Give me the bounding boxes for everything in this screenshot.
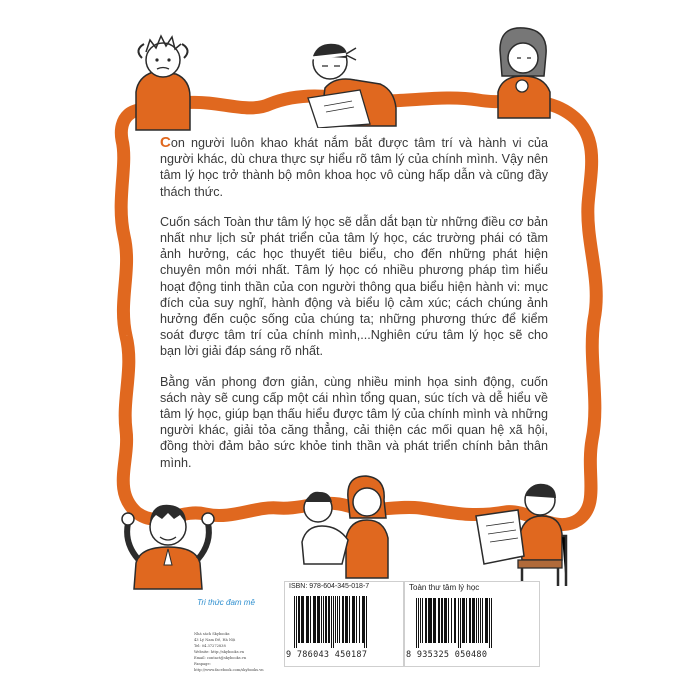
publisher-info (176, 598, 276, 673)
barcode-bar (296, 596, 297, 648)
cheering-boy-illustration (118, 485, 218, 590)
barcode-bar (480, 598, 481, 643)
barcode-bar (418, 598, 419, 648)
barcode-bar (328, 596, 330, 643)
barcode-bar (335, 596, 336, 643)
barcode-bar (454, 598, 456, 643)
barcode-bar (331, 596, 332, 648)
barcode-bar (469, 598, 471, 643)
mother-and-child-illustration (290, 468, 400, 580)
barcode-bar (301, 596, 303, 643)
barcode-bar (294, 596, 295, 648)
drop-cap: C (160, 134, 171, 151)
barcode-bar (308, 596, 309, 643)
barcode-bar (337, 596, 338, 643)
barcode-bar (349, 596, 350, 643)
barcode-bar (306, 596, 308, 643)
barcode-bar (422, 598, 423, 643)
barcode-bar (333, 596, 334, 648)
barcode-bar (325, 596, 327, 643)
barcode-bar (345, 596, 347, 643)
barcode-bar (315, 596, 316, 643)
barcode-bar (319, 596, 320, 643)
barcode-bar (433, 598, 435, 643)
description-paragraph-1: Con người luôn khao khát nắm bắt được tâm trí và hành vi của người khác, dù chưa thực sự hiểu rõ tâm lý của chính mình. Vậy nên tâm lý học trở thành bộ môn khoa học vô cùng hấp dẫn và cũng đầy thách thức. (160, 134, 548, 199)
isbn-label: ISBN: 978-604-345-018-7 (289, 583, 370, 590)
barcode-bar (347, 596, 348, 643)
barcode-bar (460, 598, 461, 648)
barcode-bar (298, 596, 300, 643)
product-title-label: Toàn thư tâm lý học (409, 583, 480, 592)
isbn-barcode-number: 9 786043 450187 (286, 650, 368, 660)
barcode-bar (482, 598, 483, 643)
barcode-bar (321, 596, 322, 643)
barcode-bar (489, 598, 490, 648)
barcode-bar (451, 598, 452, 643)
barcode-bar (448, 598, 449, 643)
barcode-bar (487, 598, 488, 643)
barcode-bar (446, 598, 447, 643)
barcode-bar (313, 596, 315, 643)
barcode-bar (362, 596, 364, 643)
barcode-bar (366, 596, 367, 648)
book-description (160, 135, 548, 485)
publisher-address: Nhà sách Skybooks 43 Lý Nam Đế, Hà Nội Tel: 04.37272838 Website: http://skybooks.vn Email: contact@skybooks.vn Fanpage: http://www.facebook.com/skybooks.vn (194, 632, 264, 672)
stressed-boy-illustration (128, 22, 198, 132)
reading-man-illustration (462, 476, 577, 588)
writing-student-illustration (290, 28, 420, 128)
barcode-bar (310, 596, 311, 643)
barcode-bar (491, 598, 492, 648)
barcode-bar (430, 598, 432, 643)
barcode-bar (466, 598, 467, 643)
barcode-bar (303, 596, 304, 643)
barcode-bar (339, 596, 340, 643)
barcode-bar (472, 598, 474, 643)
barcode-bar (474, 598, 475, 643)
barcode-bar (354, 596, 355, 643)
barcode-bar (416, 598, 417, 648)
isbn-barcode (292, 596, 396, 648)
barcode-bar (359, 596, 360, 643)
barcode-bar (425, 598, 427, 643)
barcode-bar (323, 596, 324, 643)
barcode-bar (462, 598, 464, 643)
description-paragraph-2: Cuốn sách Toàn thư tâm lý học sẽ dẫn dắt bạn từ những điều cơ bản nhất như lịch sử phát triển của tâm lý học, các trường phái có tầm ảnh hưởng, các học thuyết tiêu biểu, cho đến những phát hiện chuyên môn mới nhất. Tâm lý học có nhiều phương pháp tìm hiểu hoạt động tinh thần của con người thông qua biểu hiện hành vi: mục đích của suy nghĩ, hành động và biểu lộ cảm xúc; cách chúng ảnh hưởng đến cuộc sống của chúng ta; những phương thức để kiểm soát được tâm trí của chính mình,...Nghiên cứu tâm lý học sẽ cho bạn lời giải đáp sáng rõ nhất. (160, 214, 548, 359)
barcode-bar (317, 596, 319, 643)
barcode-bar (444, 598, 446, 643)
barcode-bar (435, 598, 436, 643)
barcode-bar (428, 598, 430, 643)
barcode-bar (364, 596, 365, 648)
barcode-bar (352, 596, 354, 643)
product-barcode-number: 8 935325 050480 (406, 650, 488, 660)
barcode-bar (458, 598, 459, 648)
barcode-bar (476, 598, 477, 643)
barcode-bar (478, 598, 479, 643)
barcode-bar (485, 598, 487, 643)
barcode-bar (464, 598, 465, 643)
barcode-bar (420, 598, 421, 643)
barcode-bar (342, 596, 344, 643)
publisher-logo: Tri thức đam mê (197, 598, 255, 607)
barcode-bar (438, 598, 440, 643)
barcode-bar (356, 596, 357, 643)
thinking-woman-illustration (478, 20, 568, 120)
product-barcode (414, 598, 532, 648)
description-paragraph-3: Bằng văn phong đơn giản, cùng nhiều minh họa sinh động, cuốn sách này sẽ cung cấp một cái nhìn tổng quan, súc tích và dễ hiểu về tâm lý học, giúp bạn thấu hiểu được tâm lý của chính mình và những người khác, giải tỏa căng thẳng, cải thiện các mối quan hệ xã hội, đồng thời đảm bảo sức khỏe tinh thần và phát triển chính bản thân mình. (160, 374, 548, 470)
barcode-bar (441, 598, 443, 643)
